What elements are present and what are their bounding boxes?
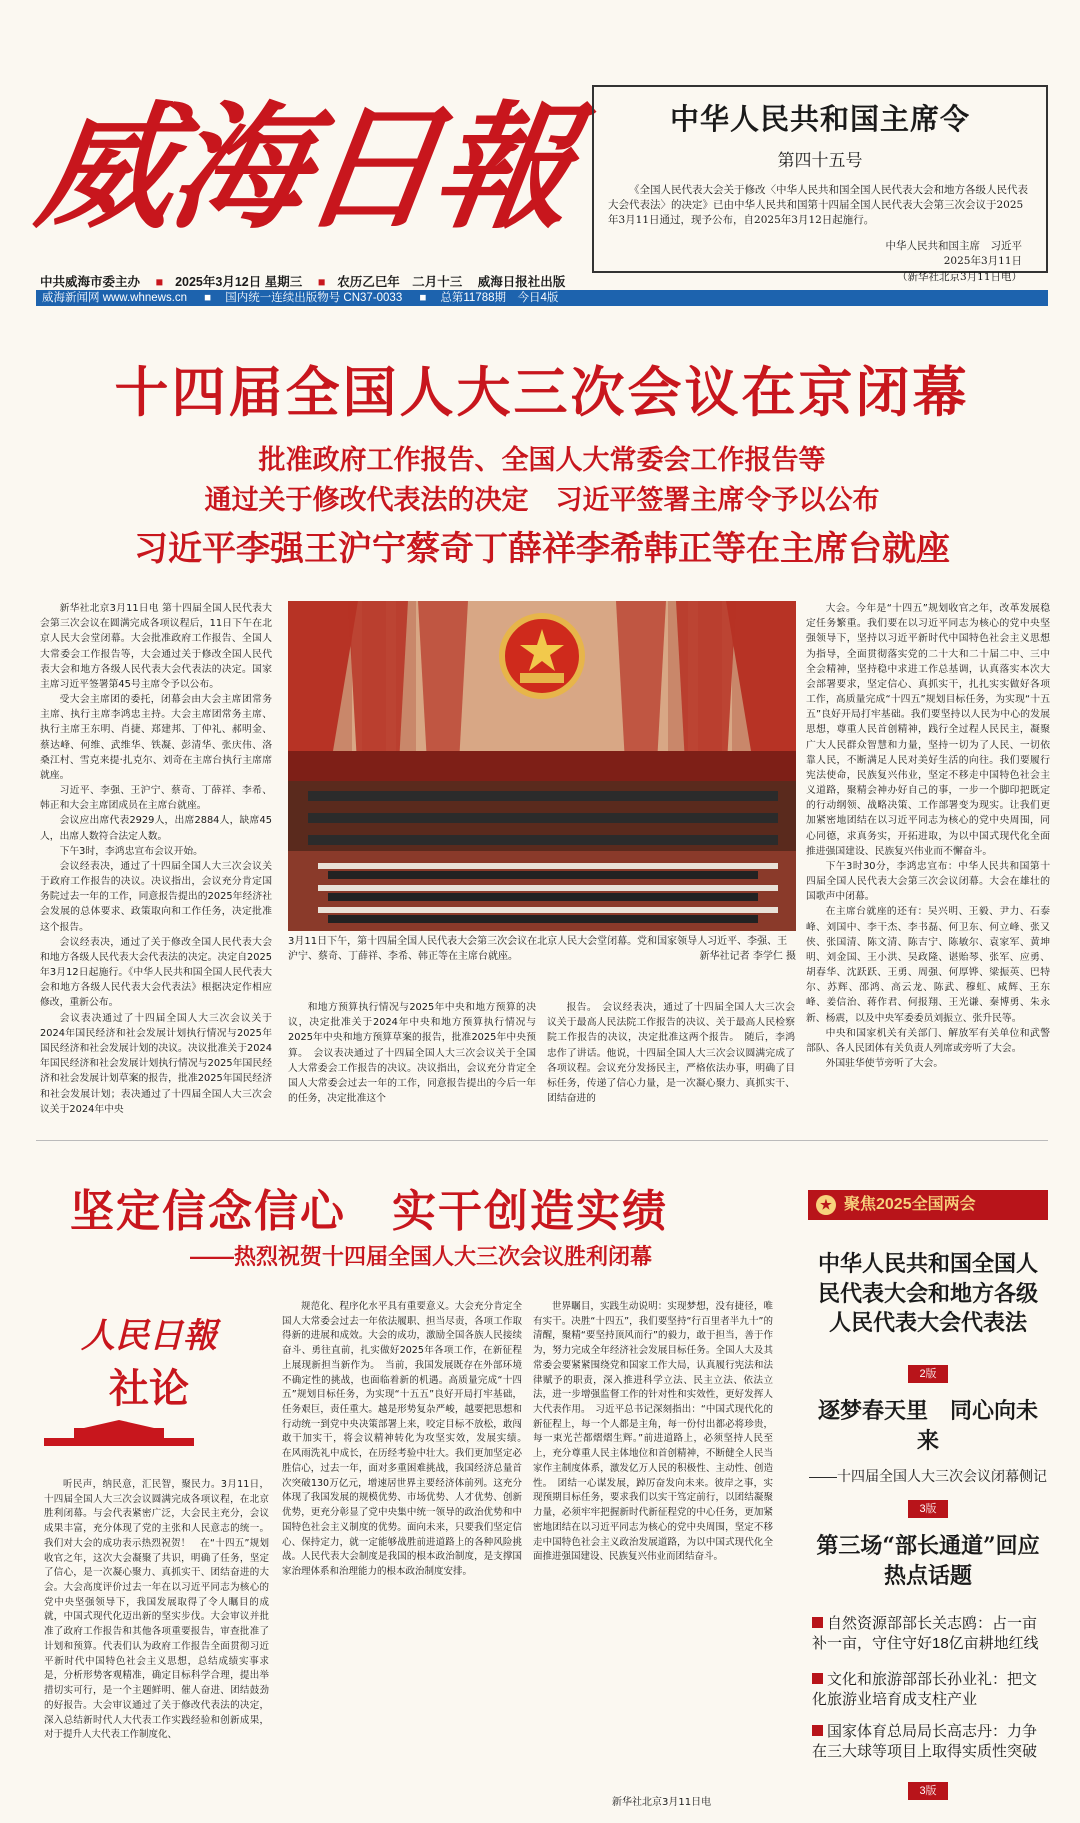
- article-paragraph: 习近平、李强、王沪宁、蔡奇、丁薛祥、李希、韩正和大会主席团成员在主席台就座。: [40, 785, 272, 812]
- sidebar-list-item[interactable]: [812, 1722, 1048, 1761]
- subheadline-1: 批准政府工作报告、全国人大常委会工作报告等: [258, 445, 826, 475]
- decree-sign-source: （新华社北京3月11日电）: [896, 271, 1022, 284]
- bullet-square-icon: [812, 1673, 823, 1684]
- logo-text: 威海日報: [28, 88, 580, 248]
- sidebar-subheadline-2: ——十四届全国人大三次会议闭幕侧记: [809, 1468, 1047, 1484]
- article-column-1: [40, 601, 272, 1121]
- article-paragraph: 新华社北京3月11日电 第十四届全国人民代表大会第三次会议在圆满完成各项议程后，11日下午在北京人民大会堂闭幕。大会批准政府工作报告、全国人大常委会工作报告等，大会通过关于修改全国人民代表大会和地方各级人民代表大会代表法的决定。国家主席习近平签署第45号主席令予以公布。: [40, 603, 272, 690]
- hall-illustration: [288, 601, 796, 931]
- editorial-headline: 坚定信念信心 实干创造实绩: [70, 1186, 668, 1237]
- issue-blue-bar: 威海新闻网 www.whnews.cn ■ 国内统一连续出版物号 CN37-0033 ■ 总第11788期 今日4版: [36, 290, 1048, 306]
- editorial-column-1: [44, 1478, 269, 1803]
- issue-date: 2025年3月12日 星期三: [175, 275, 303, 289]
- subheadline-2: 通过关于修改代表法的决定 习近平签署主席令予以公布: [204, 485, 880, 515]
- article-paragraph: 外国驻华使节旁听了大会。: [825, 1058, 944, 1070]
- editorial-dateline: 新华社北京3月11日电: [612, 1797, 712, 1808]
- section-divider: [36, 1140, 1048, 1141]
- article-paragraph: 会议经表决，通过了关于修改全国人民代表大会和地方各级人民代表大会代表法的决定。决定自2025年3月12日起施行。《中华人民共和国全国人民代表大会和地方各级人民代表大会代表法》根据决定作相应修改，重新公布。: [40, 936, 272, 1009]
- peoples-daily-brand: 人民日報: [81, 1316, 217, 1356]
- page-tag[interactable]: 3版: [908, 1782, 948, 1800]
- article-paragraph: 会议经表决，通过了十四届全国人大三次会议关于政府工作报告的决议。决议指出，会议充分肯定国务院过去一年的工作，同意报告提出的2025年经济社会发展的总体要求、政策取向和工作任务，决定批准这个报告。: [40, 860, 272, 933]
- decree-body: 《全国人民代表大会关于修改〈中华人民共和国全国人民代表大会和地方各级人民代表大会代表法〉的决定》已由中华人民共和国第十四届全国人民代表大会第三次会议于2025年3月11日通过，现予公布，自2025年3月12日起施行。: [608, 184, 1028, 227]
- bullet-square-icon: [812, 1617, 823, 1628]
- sidebar-item-text: 自然资源部部长关志鸥：占一亩补一亩，守住守好18亿亩耕地红线: [812, 1615, 1039, 1652]
- peoples-daily-editorial-badge: [44, 1300, 254, 1460]
- editorial-subtitle: ——热烈祝贺十四届全国人大三次会议胜利闭幕: [190, 1244, 653, 1269]
- editorial-column-3: [533, 1300, 773, 1790]
- photo-caption-text: 3月11日下午，第十四届全国人民代表大会第三次会议在北京人民大会堂闭幕。党和国家领导人习近平、李强、王沪宁、蔡奇、丁薛祥、李希、韩正等在主席台就座。: [288, 936, 788, 962]
- main-headline: 十四届全国人大三次会议在京闭幕: [114, 360, 970, 424]
- lunar-date: 农历乙巳年 二月十三: [337, 275, 463, 289]
- article-paragraph: 下午3时，李鸿忠宣布会议开始。: [59, 845, 203, 857]
- bullet-square-icon: [812, 1725, 823, 1736]
- photo-credit: 新华社记者 李学仁 摄: [699, 950, 796, 962]
- editorial-paragraph: 规范化、程序化水平具有重要意义。大会充分肯定全国人大常委会过去一年依法履职、担当尽责，各项工作取得新的进展和成效。大会的成功，激励全国各族人民接续奋斗、勇往直前，扎实做好2025年各项工作，在新征程上展现新担当新作为。 当前，我国发展既存在外部环境不确定性的挑战，也面临着新的机遇。高质量完成“十四五”规划目标任务，为实现“十五五”良好开局打牢基础，任务艰巨，责任重大。越是形势复杂严峻，越要把思想和行动统一到党中央决策部署上来，咬定目标不放松，敢闯敢干加实干，将会议精神转化为攻坚实效，发展实绩。 在风雨洗礼中成长，在历经考验中壮大。我们更加坚定必胜信心，过去一年，面对多重困难挑战，我国经济总量首次突破130万亿元，增速居世界主要经济体前列。这充分体现了我国发展的规模优势、市场优势、人才优势、创新优势，更充分彰显了党中央集中统一领导的政治优势和中国特色社会主义制度的优势。面向未来，只要我们坚定信心、保持定力，就一定能够战胜前进道路上的各种风险挑战。人民代表大会制度是我国的根本政治制度，是支撑国家治理体系和治理能力的根本政治制度安排。: [282, 1301, 532, 1577]
- sidebar-headline-1[interactable]: 中华人民共和国全国人民代表大会和地方各级人民代表大会代表法: [817, 1251, 1038, 1337]
- sidebar-banner: [808, 1190, 1048, 1220]
- article-column-4: [806, 601, 1050, 1121]
- photo-caption: [288, 935, 796, 964]
- article-paragraph: 中央和国家机关有关部门、解放军有关单位和武警部队、各人民团体有关负责人列席或旁听了大会。: [806, 1027, 1050, 1054]
- sidebar-headline-3[interactable]: 第三场“部长通道”回应热点话题: [816, 1533, 1040, 1589]
- decree-sign-title: 中华人民共和国主席 习近平: [885, 239, 1022, 252]
- sidebar-list-item[interactable]: [812, 1614, 1048, 1653]
- article-paragraph: 在主席台就座的还有：吴兴明、王毅、尹力、石泰峰、刘国中、李干杰、李书磊、何卫东、何立峰、张又侠、张国清、陈文清、陈吉宁、陈敏尔、袁家军、黄坤明、刘金国、王小洪、吴政隆、谌贻琴、张军、应勇、胡春华、沈跃跃、王勇、周强、何厚铧、梁振英、巴特尔、苏辉、邵鸿、高云龙、陈武、穆虹、咸辉、王东峰、姜信治、蒋作君、何报翔、王光谦、秦博勇、朱永新、杨震，以及中央军委委员刘振立、张升民等。: [806, 906, 1050, 1024]
- article-column-3: [547, 1000, 795, 1120]
- publisher: 中共威海市委主办: [40, 275, 141, 289]
- article-paragraph: 会议应出席代表2929人，出席2884人，缺席45人，出席人数符合法定人数。: [40, 815, 272, 842]
- article-paragraph: 会议表决通过了十四届全国人大三次会议关于2024年国民经济和社会发展计划执行情况与2025年国民经济和社会发展计划的决议。决议批准关于2024年国民经济和社会发展计划执行情况与2025年国民经济和社会发展计划草案的报告，批准2025年国民经济和社会发展计划；表决通过了十四届全国人大三次会议关于2024年中央: [40, 1012, 272, 1115]
- decree-number: 第四十五号: [777, 151, 863, 171]
- sidebar-headline-2[interactable]: 逐梦春天里 同心向未来: [817, 1398, 1038, 1454]
- page-tag[interactable]: 2版: [908, 1365, 948, 1383]
- subheadline-3: 习近平李强王沪宁蔡奇丁薛祥李希韩正等在主席台就座: [134, 530, 950, 568]
- article-paragraph: 和地方预算执行情况与2025年中央和地方预算的决议，决定批准关于2024年中央和地方预算执行情况与2025年中央和地方预算草案的报告，批准2025年中央预算。 会议表决通过了十四届全国人大三次会议关于全国人大常委会工作报告的决议。决议指出，会议充分肯定全国人大常委会过去一年的工作，同意报告提出的今后一年的任务，决定批准这个: [288, 1002, 536, 1105]
- tiananmen-icon: [44, 1420, 194, 1446]
- editorial-paragraph: 世界瞩目，实践生动说明：实现梦想，没有捷径，唯有实干。决胜“十四五”，我们要坚持“行百里者半九十”的清醒，聚精“要坚持顶风而行”的毅力，敢于担当，善于作为，努力完成全年经济社会发展目标任务。全国人大及其常委会要紧紧围绕党和国家工作大局，认真履行宪法和法律赋予的职责，深入推进科学立法、民主立法、依法立法，进一步增强监督工作的针对性和实效性，更好发挥人大代表作用。 习近平总书记深刻指出：“中国式现代化的新征程上，每一个人都是主角，每一份付出都必将珍贵，每一束光芒都熠熠生辉。”前进道路上，必须坚持人民至上，充分尊重人民主体地位和首创精神，不断健全人民当家作主制度体系，激发亿万人民的积极性、主动性、创造性。 团结一心谋发展，踔厉奋发向未来。彼岸之事，实现预期目标任务，要求我们以实干笃定前行，以团结凝聚力量，必须牢牢把握新时代新征程党的中心任务，更加紧密地团结在以习近平同志为核心的党中央周围，坚定不移走中国特色社会主义政治发展道路，为以中国式现代化全面推进强国建设、民族复兴伟业而团结奋斗。: [533, 1301, 773, 1563]
- website-link[interactable]: 威海新闻网 www.whnews.cn: [42, 292, 188, 304]
- sidebar-item-text: 国家体育总局局长高志丹：力争在三大球等项目上取得实质性突破: [812, 1723, 1038, 1760]
- newspaper-logo: [28, 78, 580, 258]
- issue-info-line: 中共威海市委主办 ■ 2025年3月12日 星期三 ■ 农历乙巳年 二月十三 威海日报社出版: [40, 275, 566, 289]
- article-paragraph: 受大会主席团的委托，闭幕会由大会主席团常务主席、执行主席李鸿忠主持。大会主席团常务主席、执行主席王东明、肖捷、郑建邦、丁仲礼、郝明金、蔡达峰、何维、武维华、铁凝、彭清华、张庆伟、洛桑江村、雪克来提·扎克尔、刘奇在主席台执行主席席就座。: [40, 694, 272, 781]
- article-paragraph: 报告。 会议经表决，通过了十四届全国人大三次会议关于最高人民法院工作报告的决议、关于最高人民检察院工作报告的决议，决定批准这两个报告。 随后，李鸿忠作了讲话。他说，十四届全国人大三次会议圆满完成了各项议程。会议充分发扬民主，严格依法办事，明确了目标任务，传递了信心力量，是一次凝心聚力、真抓实干、团结奋进的: [547, 1002, 795, 1105]
- emblem-icon: ★: [816, 1195, 836, 1215]
- publisher-office: 威海日报社出版: [477, 275, 566, 289]
- editorial-paragraph: 听民声，纳民意，汇民智，聚民力。3月11日，十四届全国人大三次会议圆满完成各项议程，在北京胜利闭幕。与会代表紧密广泛，大会民主充分，会议成果丰富，充分体现了党的主张和人民意志的统一。我们对大会的成功表示热烈祝贺！ 在“十四五”规划收官之年，这次大会凝聚了共识，明确了任务，坚定了信心，是一次凝心聚力、真抓实干、团结奋进的大会。大会高度评价过去一年在以习近平同志为核心的党中央坚强领导下，我国发展取得了令人瞩目的成就，中国式现代化迈出新的坚实步伐。大会审议并批准了政府工作报告和其他各项重要报告，审查批准了计划和预算。代表们认为政府工作报告全面贯彻习近平新时代中国特色社会主义思想，总结成绩实事求是，分析形势客观精准，确定目标科学合理，提出举措切实可行，是一个主题鲜明、催人奋进、团结鼓劲的好报告。大会审议通过了关于修改代表法的决定，深入总结新时代人大代表工作实践经验和创新成果，对于提升人大代表工作制度化、: [44, 1479, 269, 1741]
- page-tag[interactable]: 3版: [908, 1500, 948, 1518]
- presidential-decree-box: [592, 85, 1048, 284]
- decree-sign-date: 2025年3月11日: [943, 255, 1022, 268]
- decree-title: 中华人民共和国主席令: [669, 102, 970, 136]
- article-paragraph: 大会。今年是“十四五”规划收官之年，改革发展稳定任务繁重。我们要在以习近平同志为核心的党中央坚强领导下，坚持以习近平新时代中国特色社会主义思想为指导，全面贯彻落实党的二十大和二十届二中、三中全会精神，坚持稳中求进工作总基调，认真落实本次大会部署要求，坚定信心、真抓实干，扎扎实实做好各项工作，高质量完成“十四五”规划目标任务，为实现“十五五”良好开局打牢基础。我们要坚持以人民为中心的发展思想，尊重人民首创精神，践行全过程人民民主，凝聚广大人民群众智慧和力量，坚持一切为了人民、一切依靠人民，不断满足人民对美好生活的向往。我们要履行宪法使命，民族复兴伟业，坚定不移走中国特色社会主义道路，聚精会神办好自己的事，一步一个脚印把既定的行动纲领、战略决策、工作部署变为现实。让我们更加紧密地团结在以习近平同志为核心的党中央周围，同心同德，求真务实，开拓进取，为以中国式现代化全面推进强国建设、民族复兴伟业而不懈奋斗。: [806, 603, 1050, 857]
- editorial-column-2: [282, 1300, 532, 1805]
- serial-number: 国内统一连续出版物号 CN37-0033: [225, 292, 403, 304]
- editorial-label: 社论: [109, 1365, 189, 1412]
- sidebar-item-text: 文化和旅游部部长孙业礼：把文化旅游业培育成支柱产业: [812, 1671, 1038, 1708]
- issue-total: 总第11788期 今日4版: [440, 292, 559, 304]
- sidebar-list-item[interactable]: [812, 1670, 1048, 1709]
- great-hall-photo: [288, 601, 796, 931]
- sidebar-banner-text: 聚焦2025全国两会: [844, 1196, 976, 1213]
- article-paragraph: 下午3时30分，李鸿忠宣布：中华人民共和国第十四届全国人民代表大会第三次会议闭幕。大会在雄壮的国歌声中闭幕。: [806, 860, 1050, 903]
- article-column-2: [288, 1000, 536, 1120]
